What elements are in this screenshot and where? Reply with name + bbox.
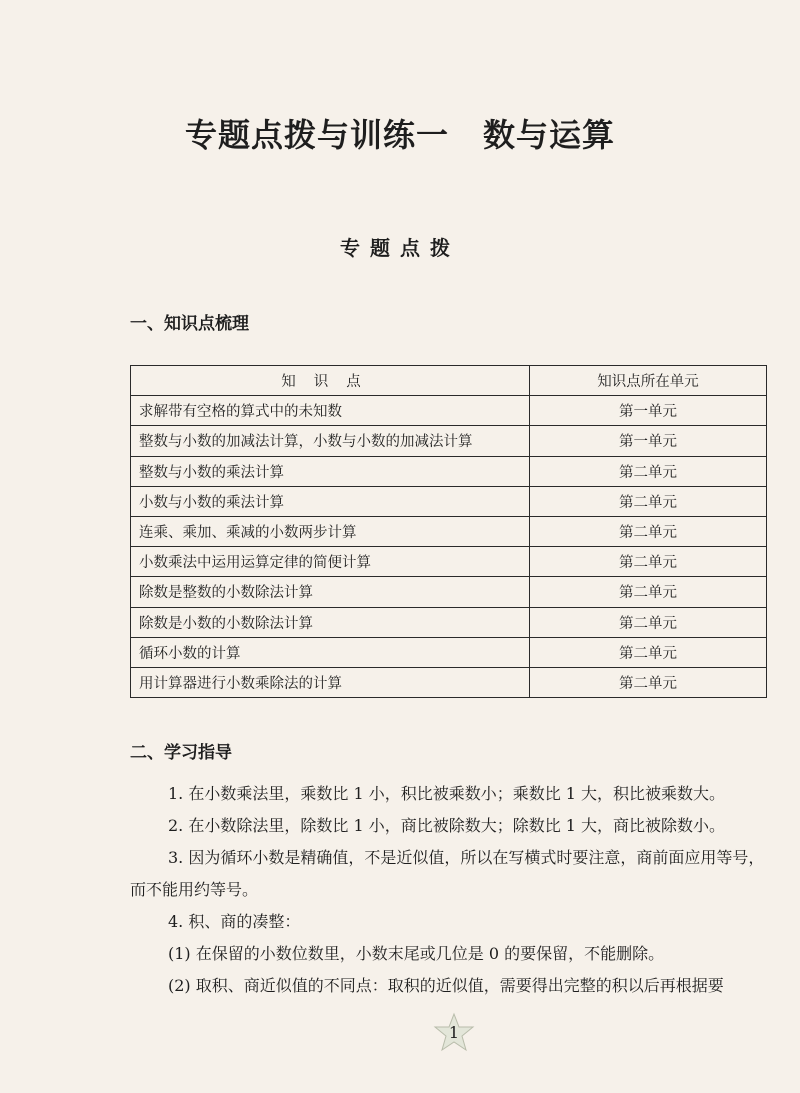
guidance-paragraph: 3. 因为循环小数是精确值，不是近似值，所以在写横式时要注意，商前面应用等号，而不能用约等号。 [130, 848, 765, 899]
unit-cell: 第二单元 [530, 486, 767, 516]
unit-cell: 第一单元 [530, 426, 767, 456]
unit-cell: 第二单元 [530, 456, 767, 486]
page-title [0, 110, 800, 156]
table-row [131, 396, 767, 426]
table-row [131, 577, 767, 607]
knowledge-heading: 一、知识点梳理 [130, 314, 249, 334]
column-header-topic: 知识点 [131, 366, 530, 396]
page-number-badge [432, 1012, 476, 1056]
topic-cell: 连乘、乘加、乘减的小数两步计算 [131, 516, 530, 546]
knowledge-table [130, 365, 767, 698]
guidance-heading: 二、学习指导 [130, 743, 232, 763]
table-header-row [131, 366, 767, 396]
title-part-2: 数与运算 [483, 116, 616, 154]
unit-cell: 第二单元 [530, 547, 767, 577]
topic-cell: 除数是小数的小数除法计算 [131, 607, 530, 637]
table-row [131, 547, 767, 577]
unit-cell: 第二单元 [530, 637, 767, 667]
topic-cell: 整数与小数的乘法计算 [131, 456, 530, 486]
table-row [131, 637, 767, 667]
guidance-paragraph: 4. 积、商的凑整： [168, 912, 301, 931]
topic-cell: 循环小数的计算 [131, 637, 530, 667]
topic-cell: 整数与小数的加减法计算，小数与小数的加减法计算 [131, 426, 530, 456]
table-row [131, 486, 767, 516]
column-header-unit: 知识点所在单元 [530, 366, 767, 396]
section-subtitle: 专题点拨 [340, 236, 460, 260]
table-row [131, 516, 767, 546]
topic-cell: 求解带有空格的算式中的未知数 [131, 396, 530, 426]
guidance-paragraph: (2) 取积、商近似值的不同点：取积的近似值，需要得出完整的积以后再根据要 [168, 976, 724, 995]
guidance-paragraph: 1. 在小数乘法里，乘数比 1 小，积比被乘数小；乘数比 1 大，积比被乘数大。 [168, 784, 726, 803]
unit-cell: 第二单元 [530, 516, 767, 546]
topic-cell: 用计算器进行小数乘除法的计算 [131, 667, 530, 697]
unit-cell: 第二单元 [530, 607, 767, 637]
table-row [131, 667, 767, 697]
unit-cell: 第二单元 [530, 667, 767, 697]
table-row [131, 456, 767, 486]
unit-cell: 第二单元 [530, 577, 767, 607]
topic-cell: 小数与小数的乘法计算 [131, 486, 530, 516]
title-part-1: 专题点拨与训练一 [184, 116, 449, 154]
guidance-paragraph: 2. 在小数除法里，除数比 1 小，商比被除数大；除数比 1 大，商比被除数小。 [168, 816, 726, 835]
guidance-paragraph: (1) 在保留的小数位数里，小数末尾或几位是 0 的要保留，不能删除。 [168, 944, 665, 963]
page-number: 1 [448, 1023, 460, 1042]
topic-cell: 除数是整数的小数除法计算 [131, 577, 530, 607]
table-row [131, 426, 767, 456]
unit-cell: 第一单元 [530, 396, 767, 426]
table-row [131, 607, 767, 637]
topic-cell: 小数乘法中运用运算定律的简便计算 [131, 547, 530, 577]
